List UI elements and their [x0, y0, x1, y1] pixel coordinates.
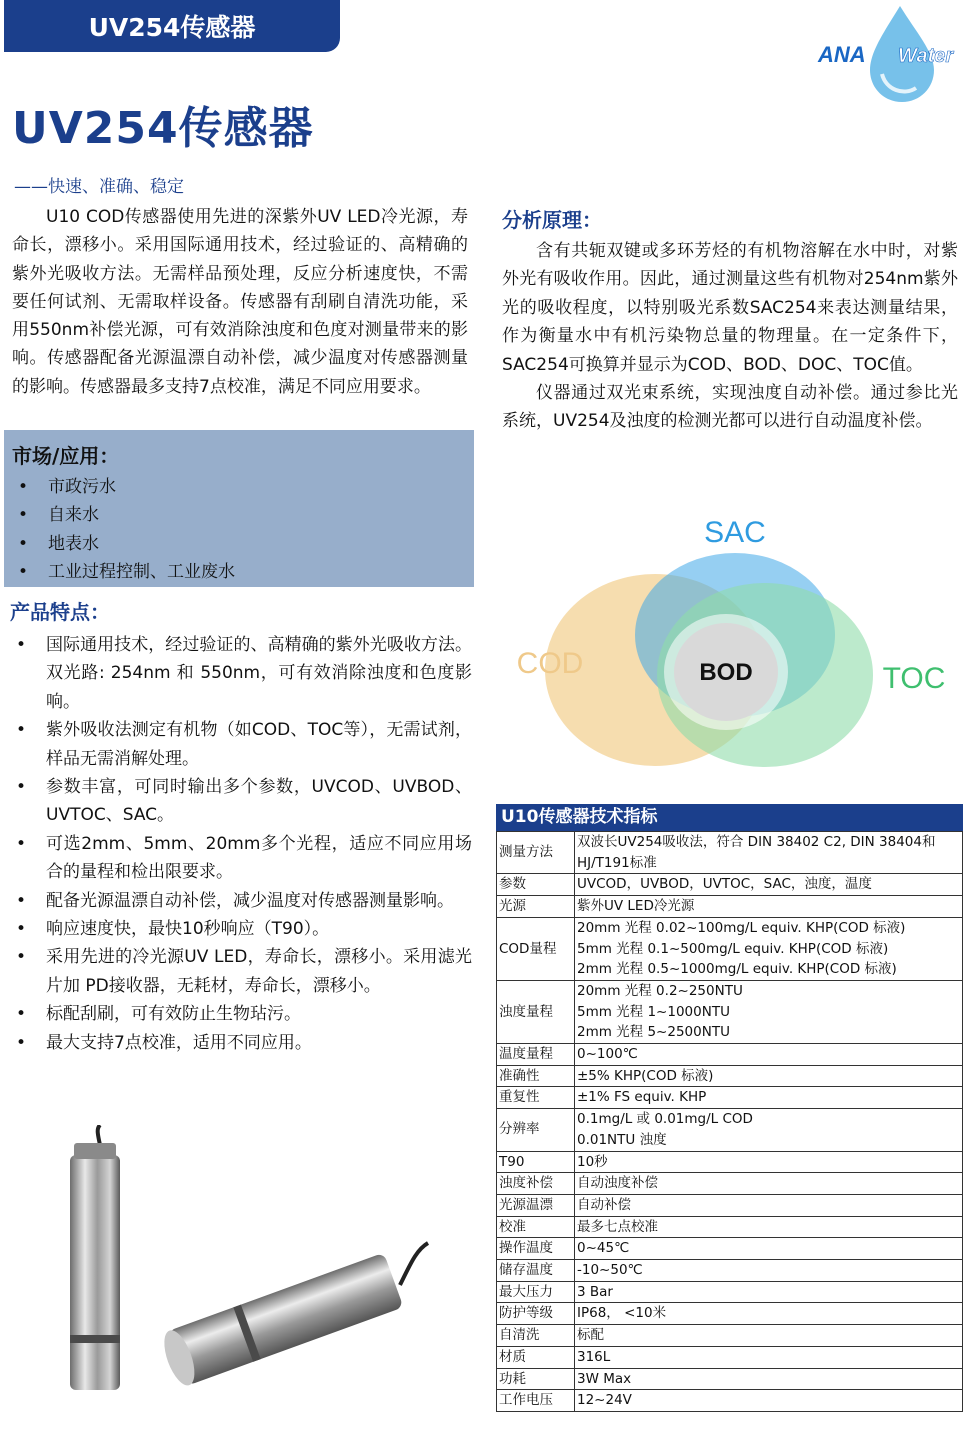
- table-row: [497, 1238, 963, 1260]
- spec-value: [575, 1065, 963, 1087]
- table-row: [497, 1216, 963, 1238]
- spec-value: [575, 1260, 963, 1282]
- principle-paragraph-1: 含有共轭双键或多环芳烃的有机物溶解在水中时，对紫外光有吸收作用。因此，通过测量这些有机物对254nm紫外光的吸收程度，以特别吸光系数SAC254来表达测量结果，作为衡量水中有机污染物总量的物理量。在一定条件下，SAC254可换算并显示为COD、BOD、DOC、TOC值。: [502, 241, 958, 375]
- spec-value: [575, 1325, 963, 1347]
- spec-value-line: 316L: [577, 1348, 611, 1365]
- logo-text-right: Water: [898, 45, 954, 67]
- spec-key: 自清洗: [497, 1325, 575, 1347]
- spec-value: [575, 1390, 963, 1412]
- spec-value-line: 0.01NTU 浊度: [577, 1131, 667, 1148]
- spec-value: [575, 1346, 963, 1368]
- spec-value: [575, 1368, 963, 1390]
- spec-value-line: 0~45℃: [577, 1240, 630, 1257]
- spec-key: 浊度补偿: [497, 1173, 575, 1195]
- table-row: [497, 896, 963, 918]
- spec-value-line: 标配: [577, 1327, 604, 1344]
- spec-value-line: 3W Max: [577, 1370, 632, 1387]
- spec-value-line: 2mm 光程 5~2500NTU: [577, 1024, 730, 1041]
- spec-key: COD量程: [497, 917, 575, 980]
- spec-value-line: IP68， <10米: [577, 1305, 667, 1322]
- spec-value-line: 3 Bar: [577, 1283, 613, 1300]
- spec-value-line: 紫外UV LED冷光源: [577, 898, 695, 915]
- market-list: [12, 473, 466, 586]
- venn-label-bod: BOD: [699, 659, 753, 686]
- spec-key: 温度量程: [497, 1044, 575, 1066]
- features-section: [10, 596, 472, 1057]
- market-section: [4, 430, 474, 587]
- list-item: • 自来水: [12, 501, 466, 529]
- spec-value: [575, 1216, 963, 1238]
- table-row: [497, 1151, 963, 1173]
- spec-value-line: 0.1mg/L 或 0.01mg/L COD: [577, 1111, 753, 1128]
- spec-key: 最大压力: [497, 1281, 575, 1303]
- venn-label-sac: SAC: [704, 516, 766, 549]
- spec-value-line: 5mm 光程 0.1~500mg/L equiv. KHP(COD 标液): [577, 940, 889, 957]
- table-row: [497, 1346, 963, 1368]
- brand-logo: [812, 4, 964, 104]
- header-tab: UV254传感器: [4, 0, 340, 52]
- spec-value: [575, 896, 963, 918]
- venn-diagram: [510, 510, 960, 775]
- spec-value-line: 2mm 光程 0.5~1000mg/L equiv. KHP(COD 标液): [577, 961, 897, 978]
- table-row: [497, 1087, 963, 1109]
- list-item: • 可选2mm、5mm、20mm多个光程，适应不同应用场合的量程和检出限要求。: [10, 830, 472, 887]
- spec-value: [575, 1281, 963, 1303]
- spec-value-line: 5mm 光程 1~1000NTU: [577, 1003, 730, 1020]
- spec-key: T90: [497, 1151, 575, 1173]
- table-row: [497, 917, 963, 980]
- principle-section: [502, 204, 958, 436]
- spec-table: [496, 804, 963, 1412]
- spec-value-line: 20mm 光程 0.02~100mg/L equiv. KHP(COD 标液): [577, 919, 906, 936]
- spec-value: [575, 1173, 963, 1195]
- spec-value-line: 最多七点校准: [577, 1218, 658, 1235]
- spec-key: 光源温漂: [497, 1194, 575, 1216]
- spec-value-line: ±5% KHP(COD 标液): [577, 1067, 714, 1084]
- spec-key: 工作电压: [497, 1390, 575, 1412]
- list-item: • 响应速度快，最快10秒响应（T90）。: [10, 915, 472, 943]
- table-row: [497, 1044, 963, 1066]
- spec-value: [575, 1194, 963, 1216]
- table-row: [497, 1368, 963, 1390]
- spec-value-line: 0~100℃: [577, 1046, 638, 1063]
- table-row: [497, 1194, 963, 1216]
- table-row: [497, 1303, 963, 1325]
- list-item: • 配备光源温漂自动补偿，减少温度对传感器测量影响。: [10, 887, 472, 915]
- list-item: • 国际通用技术，经过验证的、高精确的紫外光吸收方法。双光路: 254nm 和 550nm，可有效消除浊度和色度影响。: [10, 631, 472, 716]
- spec-value-line: 双波长UV254吸收法，符合 DIN 38402 C2, DIN 38404和: [577, 834, 936, 850]
- spec-value-line: 自动补偿: [577, 1196, 631, 1213]
- table-row: [497, 1173, 963, 1195]
- spec-value-line: ±1% FS equiv. KHP: [577, 1089, 707, 1106]
- spec-key: 光源: [497, 896, 575, 918]
- principle-paragraph-2: 仪器通过双光束系统，实现浊度自动补偿。通过参比光系统，UV254及浊度的检测光都可以进行自动温度补偿。: [502, 383, 958, 432]
- list-item: • 参数丰富，可同时输出多个参数，UVCOD、UVBOD、UVTOC、SAC。: [10, 773, 472, 830]
- intro-paragraph: U10 COD传感器使用先进的深紫外UV LED冷光源，寿命长，漂移小。采用国际通用技术，经过验证的、高精确的紫外光吸收方法。无需样品预处理，反应分析速度快，不需要任何试剂、无需取样设备。传感器有刮刷自清洗功能，采用550nm补偿光源，可有效消除浊度和色度对测量带来的影响。传感器配备光源温漂自动补偿，减少温度对传感器测量的影响。传感器最多支持7点校准，满足不同应用要求。: [12, 207, 468, 397]
- list-item: • 市政污水: [12, 473, 466, 501]
- features-list: [10, 631, 472, 1057]
- spec-value-line: 自动浊度补偿: [577, 1175, 658, 1192]
- spec-key: 功耗: [497, 1368, 575, 1390]
- spec-key: 储存温度: [497, 1260, 575, 1282]
- venn-label-cod: COD: [516, 647, 584, 680]
- product-photo: [60, 1125, 440, 1395]
- table-row: [497, 980, 963, 1043]
- spec-value: [575, 917, 963, 980]
- sensor-vertical-body: [70, 1155, 120, 1390]
- list-item: • 紫外吸收法测定有机物（如COD、TOC等），无需试剂， 样品无需消解处理。: [10, 716, 472, 773]
- table-row: [497, 1281, 963, 1303]
- list-item: • 最大支持7点校准，适用不同应用。: [10, 1029, 472, 1057]
- page-subtitle: ——快速、准确、稳定: [14, 177, 184, 197]
- principle-title: 分析原理：: [502, 208, 602, 232]
- spec-value-line: HJ/T191标准: [577, 854, 657, 871]
- spec-value-line: 10秒: [577, 1153, 608, 1170]
- page-title: UV254传感器: [12, 103, 314, 154]
- spec-value-line: -10~50℃: [577, 1262, 643, 1279]
- table-row: [497, 1325, 963, 1347]
- table-row: [497, 1390, 963, 1412]
- spec-value: [575, 874, 963, 896]
- logo-text-left: ANA: [818, 42, 866, 67]
- spec-key: 材质: [497, 1346, 575, 1368]
- spec-key: 测量方法: [497, 832, 575, 874]
- table-row: [497, 1065, 963, 1087]
- spec-value: [575, 1044, 963, 1066]
- spec-value-line: 12~24V: [577, 1392, 632, 1409]
- spec-key: 重复性: [497, 1087, 575, 1109]
- list-item: • 采用先进的冷光源UV LED，寿命长，漂移小。采用滤光片加 PD接收器，无耗材，寿命长，漂移小。: [10, 943, 472, 1000]
- sensor-cable: [98, 1125, 100, 1145]
- list-item: • 地表水: [12, 530, 466, 558]
- sensor-horizontal-body: [168, 1253, 404, 1386]
- spec-value: [575, 1238, 963, 1260]
- spec-value: [575, 1109, 963, 1151]
- spec-key: 准确性: [497, 1065, 575, 1087]
- spec-value-line: UVCOD，UVBOD，UVTOC，SAC，浊度，温度: [577, 876, 872, 893]
- spec-key: 校准: [497, 1216, 575, 1238]
- features-title: 产品特点：: [10, 600, 110, 624]
- list-item: • 工业过程控制、工业废水: [12, 558, 466, 586]
- spec-key: 防护等级: [497, 1303, 575, 1325]
- spec-value: [575, 1303, 963, 1325]
- list-item: • 标配刮刷，可有效防止生物玷污。: [10, 1000, 472, 1028]
- table-row: [497, 874, 963, 896]
- table-row: [497, 1109, 963, 1151]
- spec-key: 参数: [497, 874, 575, 896]
- sensor-cable-2: [400, 1243, 428, 1285]
- market-title: 市场/应用：: [12, 444, 120, 468]
- spec-key: 浊度量程: [497, 980, 575, 1043]
- spec-value-line: 20mm 光程 0.2~250NTU: [577, 982, 743, 999]
- spec-value: [575, 1087, 963, 1109]
- table-row: [497, 832, 963, 874]
- spec-value: [575, 980, 963, 1043]
- spec-value: [575, 832, 963, 874]
- spec-key: 分辨率: [497, 1109, 575, 1151]
- table-row: [497, 1260, 963, 1282]
- venn-label-toc: TOC: [882, 662, 946, 695]
- spec-key: 操作温度: [497, 1238, 575, 1260]
- spec-table-title: U10传感器技术指标: [496, 804, 963, 831]
- spec-value: [575, 1151, 963, 1173]
